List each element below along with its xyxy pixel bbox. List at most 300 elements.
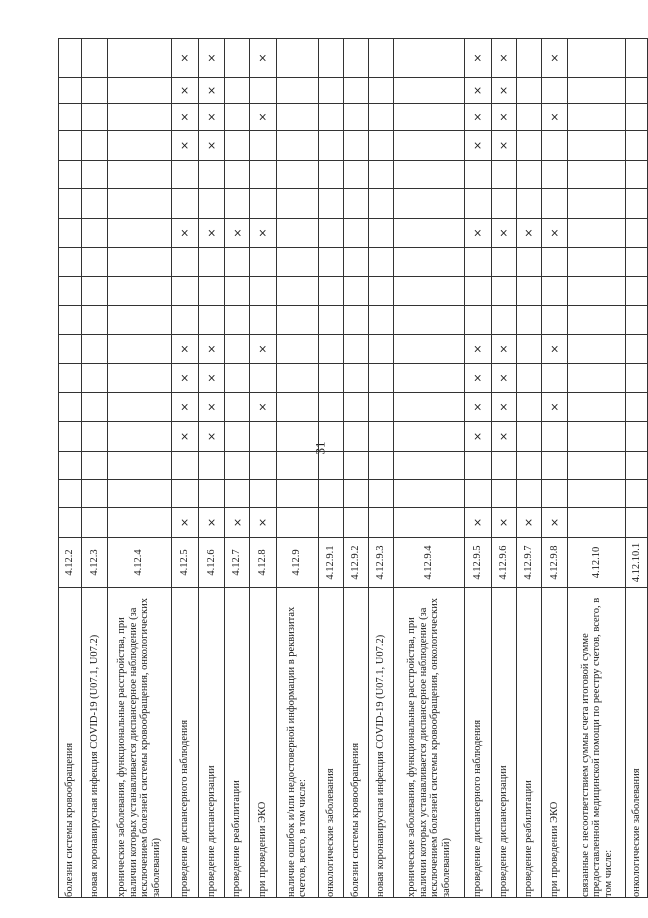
table-row — [491, 39, 517, 898]
table-cell — [59, 39, 82, 78]
table-cell — [107, 219, 171, 248]
table-row — [344, 39, 368, 898]
cross-mark-icon: × — [204, 373, 218, 383]
table-cell — [107, 393, 171, 422]
table-cell — [394, 393, 464, 422]
table-cell — [107, 131, 171, 161]
cross-mark-icon: × — [497, 517, 511, 528]
table-cell — [107, 277, 171, 306]
table-cell — [626, 393, 648, 422]
table-cell — [171, 78, 198, 104]
table-row — [464, 39, 491, 898]
row-code: 4.12.4 — [107, 538, 171, 588]
table-cell — [464, 306, 491, 335]
cross-mark-icon: × — [178, 112, 192, 122]
table-cell — [344, 508, 368, 538]
table-cell — [82, 161, 108, 189]
table-cell — [344, 104, 368, 131]
page-number: 31 — [312, 441, 328, 455]
table-cell — [464, 422, 491, 452]
table-cell — [394, 161, 464, 189]
table-cell — [82, 104, 108, 131]
table-cell — [107, 364, 171, 393]
table-cell — [249, 78, 276, 104]
row-label: проведение реабилитации — [225, 588, 249, 898]
table-cell — [368, 393, 394, 422]
table-row — [198, 39, 225, 898]
table-cell — [225, 335, 249, 364]
cross-mark-icon: × — [522, 228, 536, 238]
table-cell — [318, 306, 344, 335]
table-cell — [541, 508, 568, 538]
table-cell — [82, 335, 108, 364]
table-cell — [318, 364, 344, 393]
table-cell — [464, 78, 491, 104]
table-cell — [541, 306, 568, 335]
table-cell — [198, 78, 225, 104]
table-cell — [59, 277, 82, 306]
table-cell — [59, 248, 82, 277]
table-cell — [82, 364, 108, 393]
cross-mark-icon: × — [522, 517, 536, 528]
table-cell — [344, 277, 368, 306]
table-cell — [368, 248, 394, 277]
row-code: 4.12.9.2 — [344, 538, 368, 588]
table-cell — [517, 306, 541, 335]
table-cell — [198, 161, 225, 189]
row-code: 4.12.10.1 — [626, 538, 648, 588]
row-label: проведение диспансеризации — [198, 588, 225, 898]
cross-mark-icon: × — [497, 373, 511, 383]
table-cell — [198, 422, 225, 452]
table-cell — [541, 248, 568, 277]
cross-mark-icon: × — [471, 517, 485, 528]
table-cell — [626, 335, 648, 364]
table-cell — [368, 189, 394, 219]
table-cell — [82, 306, 108, 335]
table-cell — [276, 480, 318, 508]
table-cell — [464, 189, 491, 219]
table-cell — [225, 364, 249, 393]
table-cell — [276, 104, 318, 131]
cross-mark-icon: × — [548, 344, 562, 354]
table-cell — [276, 364, 318, 393]
table-cell — [249, 161, 276, 189]
table-cell — [107, 508, 171, 538]
table-cell — [82, 189, 108, 219]
row-label: онкологические заболевания — [626, 588, 648, 898]
table-cell — [318, 248, 344, 277]
table-cell — [541, 364, 568, 393]
table-cell — [517, 393, 541, 422]
row-code: 4.12.8 — [249, 538, 276, 588]
row-label: новая коронавирусная инфекция COVID-19 (U07.1, U07.2) — [82, 588, 108, 898]
row-code: 4.12.9.4 — [394, 538, 464, 588]
table-cell — [464, 364, 491, 393]
table-cell — [464, 39, 491, 78]
table-cell — [276, 78, 318, 104]
table-cell — [568, 219, 626, 248]
table-cell — [626, 78, 648, 104]
table-cell — [491, 104, 517, 131]
table-cell — [225, 161, 249, 189]
table-cell — [82, 422, 108, 452]
cross-mark-icon: × — [497, 85, 511, 96]
table-cell — [394, 452, 464, 480]
table-body — [59, 39, 648, 898]
table-cell — [318, 480, 344, 508]
table-row — [249, 39, 276, 898]
table-cell — [344, 393, 368, 422]
row-label: проведение диспансерного наблюдения — [171, 588, 198, 898]
table-cell — [568, 393, 626, 422]
table-cell — [59, 508, 82, 538]
table-cell — [59, 364, 82, 393]
table-cell — [59, 306, 82, 335]
document-table — [58, 38, 648, 898]
table-cell — [276, 277, 318, 306]
table-cell — [491, 189, 517, 219]
table-cell — [491, 161, 517, 189]
table-cell — [82, 219, 108, 248]
table-cell — [198, 277, 225, 306]
table-cell — [491, 248, 517, 277]
table-row — [59, 39, 82, 898]
cross-mark-icon: × — [178, 140, 192, 151]
table-cell — [171, 248, 198, 277]
table-cell — [318, 422, 344, 452]
table-cell — [491, 131, 517, 161]
table-cell — [394, 277, 464, 306]
table-cell — [82, 452, 108, 480]
table-cell — [107, 480, 171, 508]
table-cell — [394, 78, 464, 104]
table-cell — [626, 39, 648, 78]
row-label: проведение реабилитации — [517, 588, 541, 898]
table-cell — [368, 335, 394, 364]
table-cell — [198, 248, 225, 277]
table-cell — [626, 422, 648, 452]
table-cell — [318, 78, 344, 104]
cross-mark-icon: × — [204, 517, 218, 528]
table-cell — [225, 78, 249, 104]
cross-mark-icon: × — [548, 112, 562, 122]
table-cell — [107, 78, 171, 104]
cross-mark-icon: × — [471, 85, 485, 96]
table-cell — [107, 189, 171, 219]
table-cell — [491, 78, 517, 104]
table-cell — [225, 189, 249, 219]
table-cell — [225, 39, 249, 78]
table-cell — [171, 364, 198, 393]
table-cell — [276, 306, 318, 335]
row-label: проведение диспансерного наблюдения — [464, 588, 491, 898]
row-label: хронические заболевания, функциональные расстройства, при наличии которых устанавливается диспансерное наблюдение (за исключением болезней системы кровообращения, онкологических заболеваний) — [107, 588, 171, 898]
table-cell — [225, 422, 249, 452]
table-cell — [225, 306, 249, 335]
table-cell — [107, 39, 171, 78]
table-cell — [517, 248, 541, 277]
table-cell — [344, 364, 368, 393]
table-cell — [517, 189, 541, 219]
table-cell — [368, 480, 394, 508]
table-cell — [249, 508, 276, 538]
cross-mark-icon: × — [256, 112, 270, 122]
table-cell — [464, 248, 491, 277]
cross-mark-icon: × — [548, 228, 562, 238]
document-table-sheet — [58, 38, 648, 898]
table-cell — [59, 393, 82, 422]
table-cell — [394, 248, 464, 277]
cross-mark-icon: × — [204, 431, 218, 442]
table-cell — [276, 161, 318, 189]
table-cell — [517, 335, 541, 364]
cross-mark-icon: × — [548, 517, 562, 528]
table-cell — [318, 277, 344, 306]
table-cell — [318, 335, 344, 364]
table-cell — [318, 39, 344, 78]
table-cell — [568, 104, 626, 131]
table-cell — [59, 131, 82, 161]
table-cell — [344, 248, 368, 277]
table-cell — [568, 335, 626, 364]
table-cell — [368, 104, 394, 131]
cross-mark-icon: × — [471, 431, 485, 442]
table-cell — [82, 131, 108, 161]
row-code: 4.12.9.7 — [517, 538, 541, 588]
cross-mark-icon: × — [256, 228, 270, 238]
cross-mark-icon: × — [256, 517, 270, 528]
table-cell — [626, 131, 648, 161]
table-cell — [568, 39, 626, 78]
table-cell — [249, 306, 276, 335]
table-cell — [249, 393, 276, 422]
table-cell — [225, 104, 249, 131]
table-cell — [198, 452, 225, 480]
table-cell — [368, 131, 394, 161]
row-label: проведение диспансеризации — [491, 588, 517, 898]
cross-mark-icon: × — [204, 112, 218, 122]
table-cell — [626, 364, 648, 393]
table-cell — [517, 39, 541, 78]
table-cell — [491, 219, 517, 248]
cross-mark-icon: × — [178, 53, 192, 63]
table-cell — [568, 364, 626, 393]
table-cell — [344, 306, 368, 335]
table-row — [318, 39, 344, 898]
cross-mark-icon: × — [178, 431, 192, 442]
table-cell — [225, 393, 249, 422]
table-cell — [107, 452, 171, 480]
table-cell — [59, 219, 82, 248]
cross-mark-icon: × — [204, 228, 218, 238]
table-cell — [82, 78, 108, 104]
table-cell — [517, 131, 541, 161]
table-cell — [318, 452, 344, 480]
cross-mark-icon: × — [497, 140, 511, 151]
table-cell — [464, 277, 491, 306]
table-cell — [568, 248, 626, 277]
table-cell — [517, 219, 541, 248]
row-label: болезни системы кровообращения — [59, 588, 82, 898]
table-cell — [107, 335, 171, 364]
table-cell — [249, 452, 276, 480]
table-cell — [249, 104, 276, 131]
row-code: 4.12.7 — [225, 538, 249, 588]
table-cell — [368, 78, 394, 104]
row-label: при проведении ЭКО — [249, 588, 276, 898]
table-row — [394, 39, 464, 898]
table-cell — [171, 39, 198, 78]
table-cell — [198, 104, 225, 131]
table-cell — [626, 306, 648, 335]
table-cell — [344, 78, 368, 104]
table-cell — [344, 422, 368, 452]
table-cell — [568, 508, 626, 538]
table-cell — [59, 189, 82, 219]
table-cell — [626, 248, 648, 277]
table-cell — [368, 422, 394, 452]
row-code: 4.12.3 — [82, 538, 108, 588]
cross-mark-icon: × — [471, 140, 485, 151]
table-cell — [198, 480, 225, 508]
table-cell — [249, 277, 276, 306]
cross-mark-icon: × — [178, 517, 192, 528]
table-cell — [394, 364, 464, 393]
table-cell — [368, 508, 394, 538]
table-cell — [368, 306, 394, 335]
table-cell — [171, 306, 198, 335]
table-cell — [517, 422, 541, 452]
table-cell — [394, 480, 464, 508]
row-code: 4.12.9.8 — [541, 538, 568, 588]
table-cell — [276, 248, 318, 277]
table-cell — [517, 161, 541, 189]
table-cell — [517, 508, 541, 538]
cross-mark-icon: × — [178, 228, 192, 238]
table-cell — [318, 219, 344, 248]
row-code: 4.12.9.3 — [368, 538, 394, 588]
table-cell — [464, 393, 491, 422]
table-cell — [249, 189, 276, 219]
table-row — [171, 39, 198, 898]
table-cell — [276, 452, 318, 480]
cross-mark-icon: × — [471, 373, 485, 383]
table-cell — [626, 104, 648, 131]
table-cell — [541, 277, 568, 306]
table-cell — [626, 508, 648, 538]
cross-mark-icon: × — [471, 228, 485, 238]
table-cell — [541, 480, 568, 508]
table-cell — [568, 78, 626, 104]
table-cell — [568, 422, 626, 452]
table-cell — [344, 452, 368, 480]
table-cell — [276, 508, 318, 538]
table-cell — [249, 335, 276, 364]
table-cell — [626, 219, 648, 248]
table-cell — [198, 39, 225, 78]
table-cell — [541, 335, 568, 364]
table-cell — [82, 39, 108, 78]
table-cell — [276, 189, 318, 219]
table-cell — [344, 189, 368, 219]
table-row — [568, 39, 626, 898]
table-cell — [249, 248, 276, 277]
cross-mark-icon: × — [497, 112, 511, 122]
table-cell — [249, 219, 276, 248]
table-cell — [517, 480, 541, 508]
table-cell — [318, 104, 344, 131]
table-cell — [394, 335, 464, 364]
table-cell — [82, 480, 108, 508]
table-cell — [225, 480, 249, 508]
table-cell — [59, 452, 82, 480]
row-label: болезни системы кровообращения — [344, 588, 368, 898]
table-cell — [318, 161, 344, 189]
table-cell — [626, 189, 648, 219]
table-cell — [59, 422, 82, 452]
table-cell — [368, 161, 394, 189]
table-cell — [171, 480, 198, 508]
table-cell — [517, 277, 541, 306]
table-cell — [541, 452, 568, 480]
cross-mark-icon: × — [178, 373, 192, 383]
table-cell — [568, 452, 626, 480]
table-cell — [464, 131, 491, 161]
table-row — [626, 39, 648, 898]
table-cell — [318, 508, 344, 538]
row-code: 4.12.10 — [568, 538, 626, 588]
table-cell — [394, 219, 464, 248]
row-label: онкологические заболевания — [318, 588, 344, 898]
table-cell — [464, 104, 491, 131]
table-cell — [198, 306, 225, 335]
cross-mark-icon: × — [497, 228, 511, 238]
cross-mark-icon: × — [471, 344, 485, 354]
table-cell — [198, 364, 225, 393]
table-cell — [249, 480, 276, 508]
table-cell — [464, 335, 491, 364]
table-cell — [491, 393, 517, 422]
table-cell — [225, 219, 249, 248]
cross-mark-icon: × — [471, 53, 485, 63]
table-cell — [491, 452, 517, 480]
table-cell — [107, 248, 171, 277]
table-row — [368, 39, 394, 898]
table-cell — [276, 131, 318, 161]
table-cell — [198, 131, 225, 161]
table-cell — [491, 335, 517, 364]
table-cell — [107, 422, 171, 452]
table-cell — [464, 508, 491, 538]
table-cell — [464, 452, 491, 480]
table-cell — [517, 104, 541, 131]
table-cell — [171, 335, 198, 364]
table-cell — [368, 277, 394, 306]
cross-mark-icon: × — [471, 402, 485, 412]
table-row — [276, 39, 318, 898]
table-cell — [568, 306, 626, 335]
table-cell — [198, 335, 225, 364]
table-cell — [344, 161, 368, 189]
table-cell — [626, 277, 648, 306]
table-cell — [394, 131, 464, 161]
cross-mark-icon: × — [256, 344, 270, 354]
cross-mark-icon: × — [230, 517, 244, 528]
table-cell — [198, 189, 225, 219]
table-cell — [318, 393, 344, 422]
table-row — [517, 39, 541, 898]
